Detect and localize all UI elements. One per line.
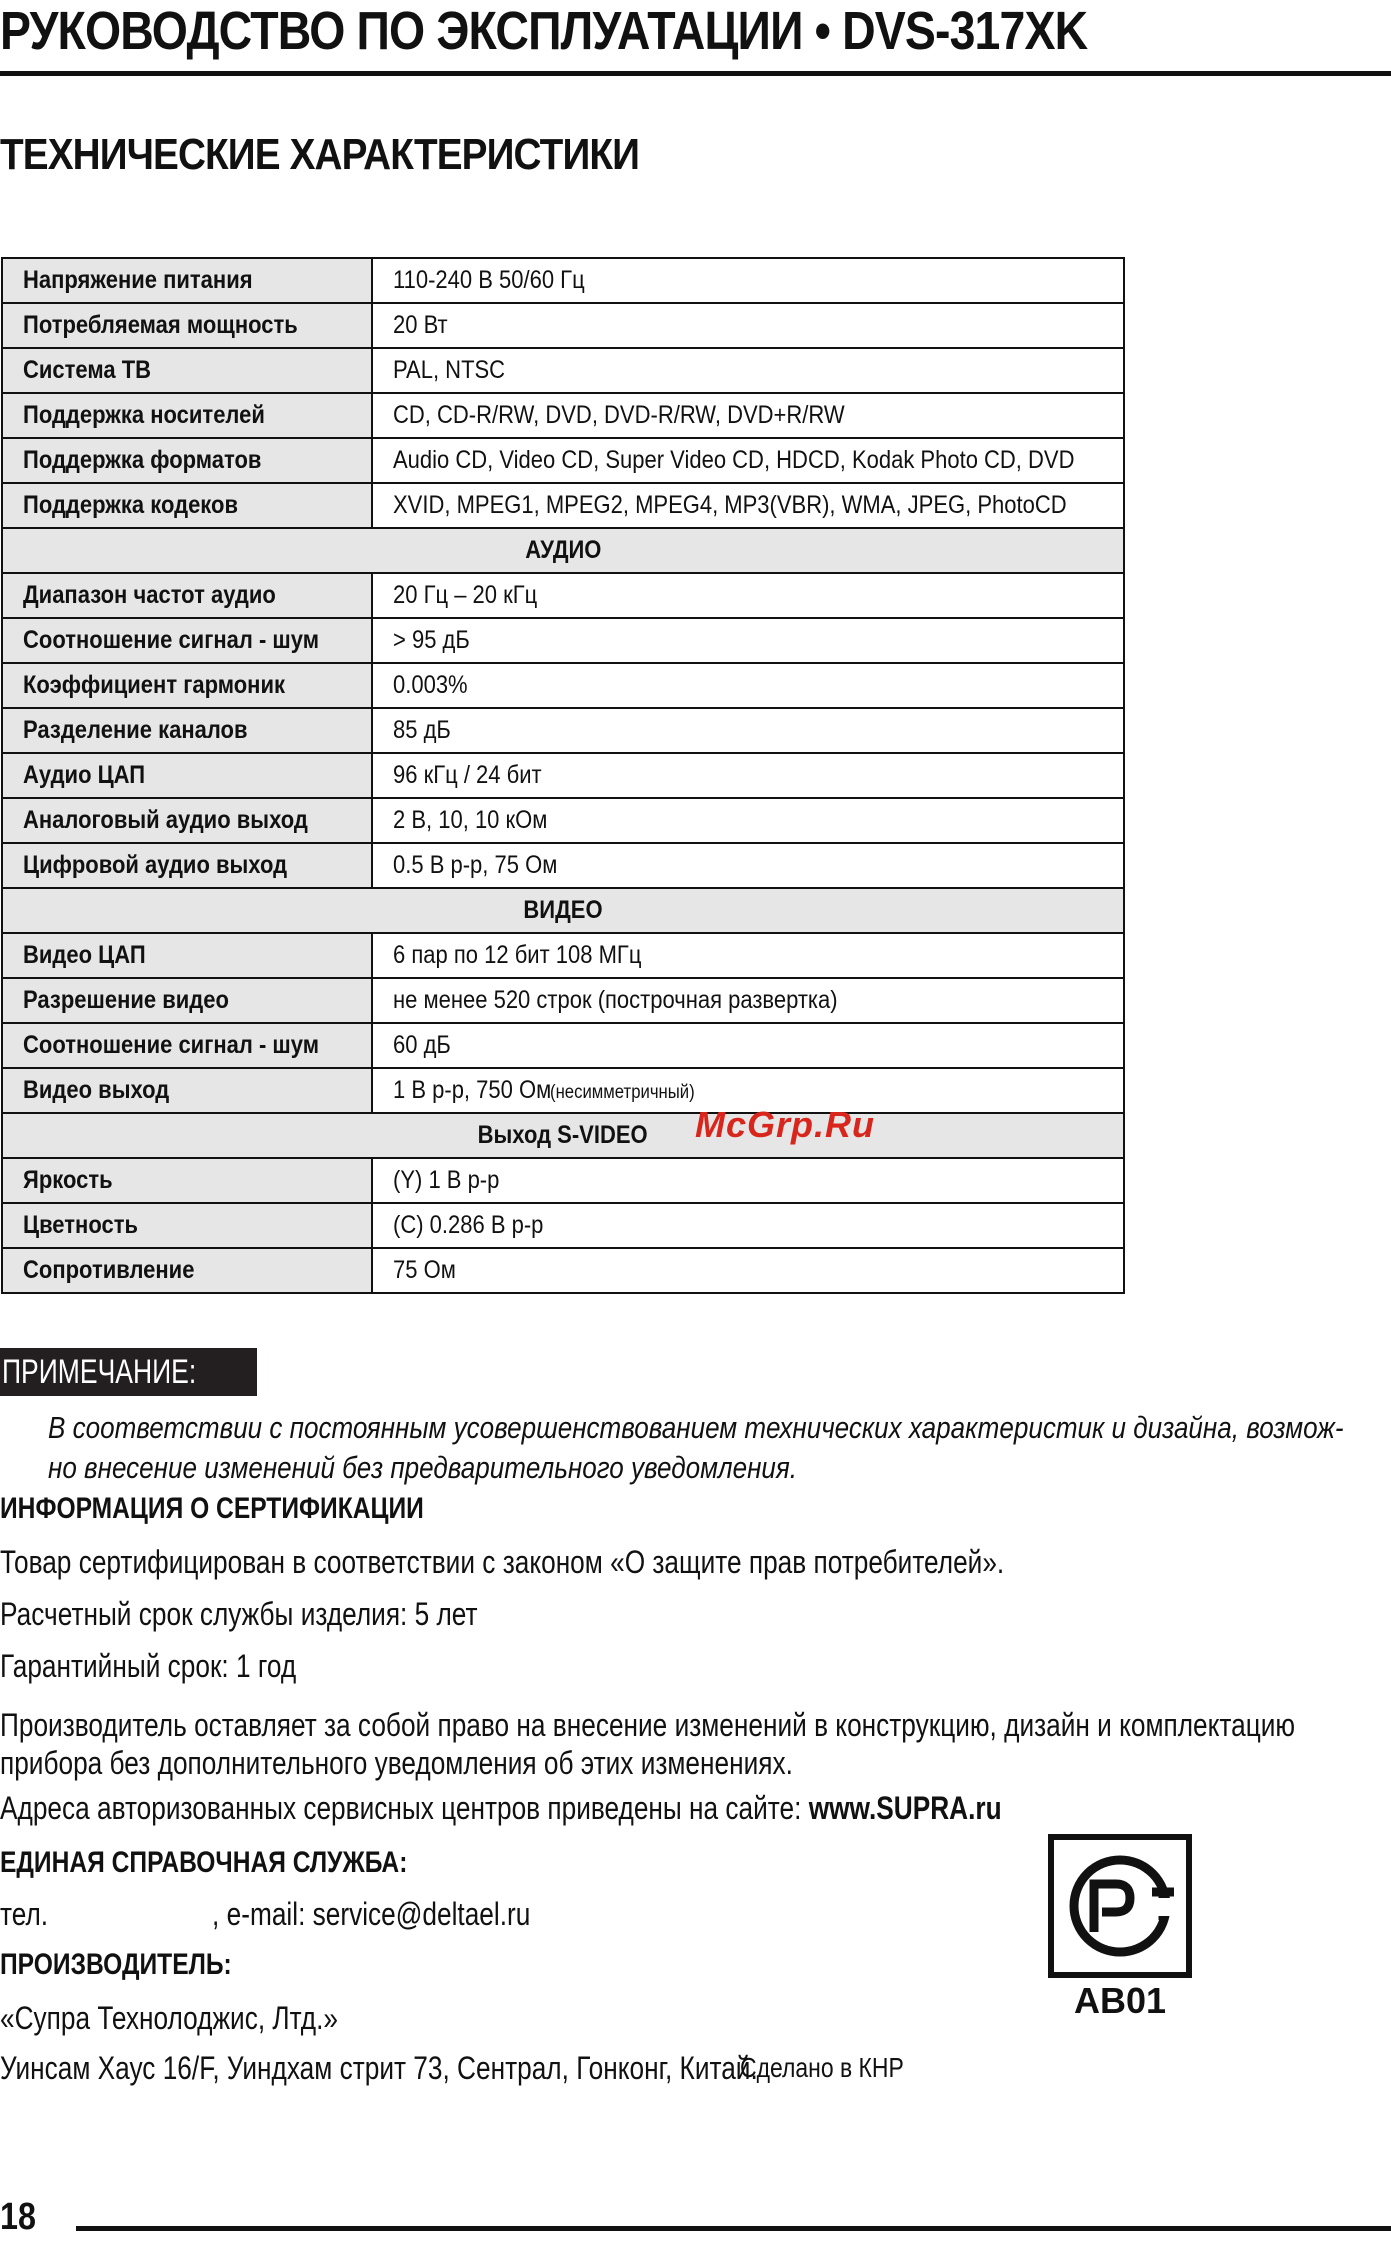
spec-label: Соотношение сигнал - шум bbox=[2, 618, 372, 663]
spec-value: 20 Вт bbox=[372, 303, 1124, 348]
spec-value: 110-240 В 50/60 Гц bbox=[372, 258, 1124, 303]
helpdesk-heading: ЕДИНАЯ СПРАВОЧНАЯ СЛУЖБА: bbox=[0, 1846, 408, 1879]
manufacturer-name: «Супра Технолоджис, Лтд.» bbox=[0, 2000, 338, 2036]
spec-label: Поддержка кодеков bbox=[2, 483, 372, 528]
spec-value-note: (несимметричный) bbox=[549, 1082, 695, 1103]
spec-value: XVID, MPEG1, MPEG2, MPEG4, MP3(VBR), WMA, JPEG, PhotoCD bbox=[372, 483, 1124, 528]
specs-table bbox=[1, 257, 1125, 1294]
spec-value: 1 В р-р, 750 Ом (несимметричный) bbox=[372, 1068, 1124, 1113]
service-life: Расчетный срок службы изделия: 5 лет bbox=[0, 1596, 478, 1632]
manufacturer-heading: ПРОИЗВОДИТЕЛЬ: bbox=[0, 1948, 232, 1981]
phone-label: тел. bbox=[0, 1896, 49, 1932]
changes-notice: Производитель оставляет за собой право на внесение изменений в конструкцию, дизайн и комплектацию прибора без дополнительного уведомления об этих изменениях. bbox=[0, 1707, 1296, 1781]
spec-value: 96 кГц / 24 бит bbox=[372, 753, 1124, 798]
spec-label: Аудио ЦАП bbox=[2, 753, 372, 798]
header-rule bbox=[0, 71, 1391, 76]
spec-value: 85 дБ bbox=[372, 708, 1124, 753]
spec-value: 0.003% bbox=[372, 663, 1124, 708]
note-label: ПРИМЕЧАНИЕ: bbox=[0, 1348, 257, 1396]
spec-value: не менее 520 строк (построчная развертка) bbox=[372, 978, 1124, 1023]
spec-label: Цветность bbox=[2, 1203, 372, 1248]
spec-label: Яркость bbox=[2, 1158, 372, 1203]
warranty-period: Гарантийный срок: 1 год bbox=[0, 1648, 297, 1684]
spec-value: CD, CD-R/RW, DVD, DVD-R/RW, DVD+R/RW bbox=[372, 393, 1124, 438]
website-link[interactable]: www.SUPRA.ru bbox=[808, 1790, 1002, 1826]
spec-row bbox=[2, 1023, 1124, 1068]
certification-code: АВ01 bbox=[1073, 1980, 1167, 2021]
service-centers-text: Адреса авторизованных сервисных центров приведены на сайте: bbox=[0, 1790, 802, 1826]
spec-row bbox=[2, 978, 1124, 1023]
spec-value: 75 Ом bbox=[372, 1248, 1124, 1293]
spec-section-header bbox=[2, 1113, 1124, 1158]
spec-label: Система ТВ bbox=[2, 348, 372, 393]
spec-value: 6 пар по 12 бит 108 МГц bbox=[372, 933, 1124, 978]
spec-row bbox=[2, 1203, 1124, 1248]
spec-label: Видео ЦАП bbox=[2, 933, 372, 978]
spec-label: Разрешение видео bbox=[2, 978, 372, 1023]
spec-row bbox=[2, 258, 1124, 303]
spec-section-header bbox=[2, 528, 1124, 573]
helpdesk-email[interactable]: , e-mail: service@deltael.ru bbox=[212, 1896, 531, 1932]
spec-row bbox=[2, 348, 1124, 393]
spec-row bbox=[2, 843, 1124, 888]
spec-row bbox=[2, 663, 1124, 708]
spec-row bbox=[2, 438, 1124, 483]
spec-label: Диапазон частот аудио bbox=[2, 573, 372, 618]
page-number: 18 bbox=[0, 2196, 36, 2238]
spec-value: Audio CD, Video CD, Super Video CD, HDCD, Kodak Photo CD, DVD bbox=[372, 438, 1124, 483]
spec-label: Потребляемая мощность bbox=[2, 303, 372, 348]
spec-row bbox=[2, 618, 1124, 663]
note-text: В соответствии с постоянным усовершенствованием технических характеристик и дизайна, возмож-но внесение изменений без предварительного уведомления. bbox=[48, 1410, 1344, 1485]
spec-label: Поддержка форматов bbox=[2, 438, 372, 483]
made-in: Сделано в КНР bbox=[740, 2052, 904, 2083]
spec-value: 2 В, 10, 10 кОм bbox=[372, 798, 1124, 843]
spec-row bbox=[2, 798, 1124, 843]
certification-mark-icon bbox=[1048, 1834, 1192, 1978]
spec-row bbox=[2, 573, 1124, 618]
spec-value: 20 Гц – 20 кГц bbox=[372, 573, 1124, 618]
helpdesk-contact bbox=[0, 1896, 530, 1933]
spec-row bbox=[2, 483, 1124, 528]
spec-value: (Y) 1 В р-р bbox=[372, 1158, 1124, 1203]
spec-section-title: ВИДЕО bbox=[2, 888, 1124, 933]
manufacturer-address: Уинсам Хаус 16/F, Уиндхам стрит 73, Сентрал, Гонконг, Китай. bbox=[0, 2050, 758, 2086]
spec-value: (C) 0.286 В р-р bbox=[372, 1203, 1124, 1248]
spec-section-title: Выход S-VIDEO bbox=[2, 1113, 1124, 1158]
spec-label: Поддержка носителей bbox=[2, 393, 372, 438]
spec-row bbox=[2, 1158, 1124, 1203]
spec-label: Разделение каналов bbox=[2, 708, 372, 753]
certification-law: Товар сертифицирован в соответствии с законом «О защите прав потребителей». bbox=[0, 1544, 1005, 1580]
service-centers-line bbox=[0, 1790, 1002, 1827]
spec-value: PAL, NTSC bbox=[372, 348, 1124, 393]
spec-value: 0.5 В р-р, 75 Ом bbox=[372, 843, 1124, 888]
spec-value: > 95 дБ bbox=[372, 618, 1124, 663]
spec-label: Видео выход bbox=[2, 1068, 372, 1113]
watermark: McGrp.Ru bbox=[695, 1104, 876, 1145]
spec-label: Соотношение сигнал - шум bbox=[2, 1023, 372, 1068]
spec-value: 60 дБ bbox=[372, 1023, 1124, 1068]
spec-row bbox=[2, 708, 1124, 753]
spec-label: Сопротивление bbox=[2, 1248, 372, 1293]
spec-row bbox=[2, 303, 1124, 348]
spec-row bbox=[2, 1068, 1124, 1113]
spec-section-title: АУДИО bbox=[2, 528, 1124, 573]
spec-label: Цифровой аудио выход bbox=[2, 843, 372, 888]
certification-heading: ИНФОРМАЦИЯ О СЕРТИФИКАЦИИ bbox=[0, 1492, 424, 1525]
footer-rule bbox=[76, 2226, 1391, 2231]
section-title: ТЕХНИЧЕСКИЕ ХАРАКТЕРИСТИКИ bbox=[0, 130, 640, 179]
spec-row bbox=[2, 933, 1124, 978]
spec-label: Напряжение питания bbox=[2, 258, 372, 303]
spec-label: Аналоговый аудио выход bbox=[2, 798, 372, 843]
spec-row bbox=[2, 753, 1124, 798]
spec-row bbox=[2, 1248, 1124, 1293]
manual-header-title: РУКОВОДСТВО ПО ЭКСПЛУАТАЦИИ • DVS-317XK bbox=[0, 1, 1088, 61]
spec-section-header bbox=[2, 888, 1124, 933]
spec-label: Коэффициент гармоник bbox=[2, 663, 372, 708]
spec-row bbox=[2, 393, 1124, 438]
